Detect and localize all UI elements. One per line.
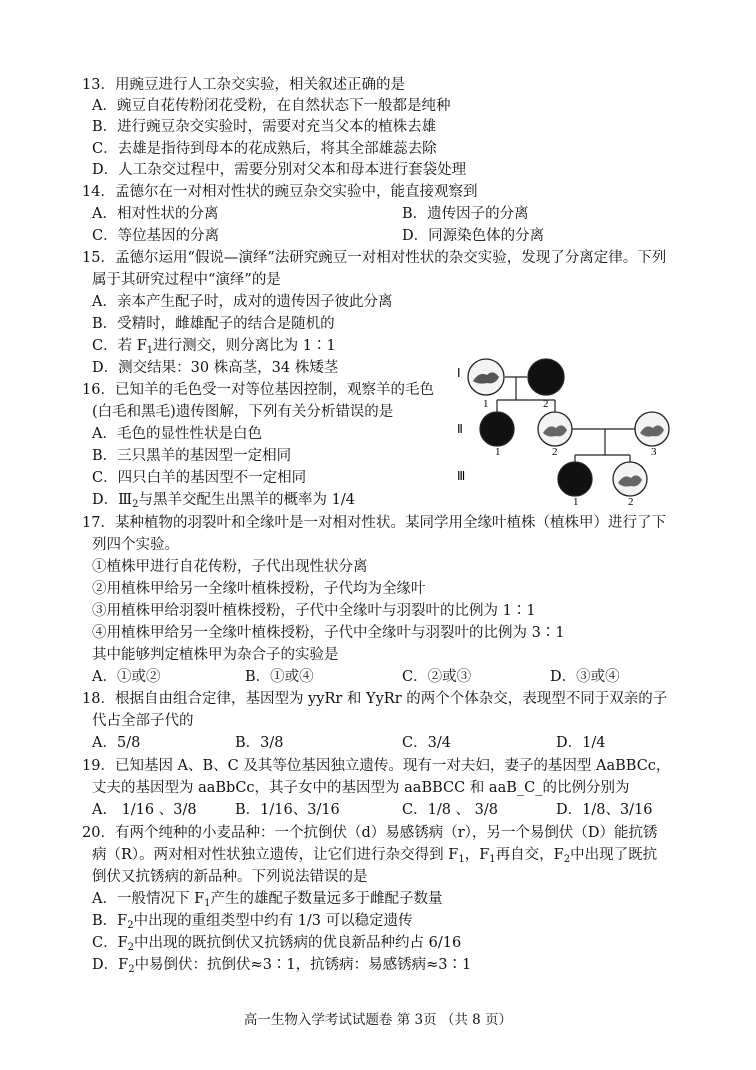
q19-stem-line1: 19．已知基因 A、B、C 及其等位基因独立遗传。现有一对夫妇，妻子的基因型 AaBBCc， — [82, 758, 671, 774]
q19-option-d: D．1/8、3/16 — [556, 802, 653, 818]
q13-option-d: D．人工杂交过程中，需要分别对父本和母本进行套袋处理 — [92, 162, 467, 178]
q17-option-d: D．③或④ — [550, 669, 620, 685]
q18-option-b: B．3/8 — [235, 735, 284, 751]
label-ii3: 3 — [651, 446, 657, 458]
label-ii1: 1 — [495, 446, 501, 458]
q16-stem-line2: (白毛和黑毛)遗传图解，下列有关分析错误的是 — [92, 404, 394, 420]
label-iii2: 2 — [628, 496, 634, 508]
label-iii1: 1 — [573, 496, 579, 508]
q15-stem-line2: 属于其研究过程中“演绎”的是 — [92, 272, 281, 288]
q13-option-a: A．豌豆自花传粉闭花受粉，在自然状态下一般都是纯种 — [92, 98, 451, 114]
label-ii2: 2 — [552, 446, 558, 458]
q14-option-b: B．遗传因子的分离 — [402, 206, 529, 222]
q20-option-b: B．$F_2$中出现的重组类型中约有 1/3 可以稳定遗传 — [92, 913, 413, 931]
q13-option-c: C．去雄是指待到母本的花成熟后，将其全部雄蕊去除 — [92, 141, 437, 157]
q14-option-c: C．等位基因的分离 — [92, 228, 220, 244]
sheep-iii1-black — [558, 462, 592, 496]
sheep-pedigree-figure — [455, 355, 705, 520]
q17-experiment-1: ①植株甲进行自花传粉，子代出现性状分离 — [92, 559, 368, 575]
q16-option-d: D．$Ⅲ_2$与黑羊交配生出黑羊的概率为 1/4 — [92, 492, 355, 510]
q15-option-c: C．若 $F_1$进行测交，则分离比为 1∶1 — [92, 338, 336, 356]
q17-ask: 其中能够判定植株甲为杂合子的实验是 — [92, 647, 339, 663]
q19-option-b: B．1/16、3/16 — [235, 802, 340, 818]
q17-option-b: B．①或④ — [245, 669, 314, 685]
q17-option-c: C．②或③ — [402, 669, 472, 685]
q18-option-c: C．3/4 — [402, 735, 451, 751]
q19-option-a: A. 1/16 、3/8 — [92, 802, 197, 818]
generation-label-ii: Ⅱ — [457, 422, 463, 436]
q17-experiment-3: ③用植株甲给羽裂叶植株授粉，子代中全缘叶与羽裂叶的比例为 1∶1 — [92, 603, 536, 619]
q18-stem-line2: 代占全部子代的 — [92, 713, 194, 729]
q20-option-c: C．$F_2$中出现的既抗倒伏又抗锈病的优良新品种约占 6/16 — [92, 935, 462, 953]
q15-option-a: A．亲本产生配子时，成对的遗传因子彼此分离 — [92, 294, 393, 310]
q13-stem: 13．用豌豆进行人工杂交实验，相关叙述正确的是 — [82, 77, 405, 93]
q17-experiment-2: ②用植株甲给另一全缘叶植株授粉，子代均为全缘叶 — [92, 581, 426, 597]
q18-option-d: D．1/4 — [556, 735, 606, 751]
label-i1: 1 — [483, 398, 489, 410]
q18-stem-line1: 18．根据自由组合定律，基因型为 yyRr 和 YyRr 的两个个体杂交，表现型不同于双亲的子 — [82, 691, 668, 707]
q15-option-d: D．测交结果：30 株高茎，34 株矮茎 — [92, 360, 339, 376]
q17-stem-line2: 列四个实验。 — [92, 537, 179, 553]
q17-option-a: A．①或② — [92, 669, 161, 685]
q15-stem-line1: 15．孟德尔运用“假说—演绎”法研究豌豆一对相对性状的杂交实验，发现了分离定律。下列 — [82, 250, 667, 266]
q16-option-b: B．三只黑羊的基因型一定相同 — [92, 448, 292, 464]
q20-option-a: A．一般情况下 $F_1$产生的雄配子数量远多于雌配子数量 — [92, 891, 443, 909]
q14-stem: 14．孟德尔在一对相对性状的豌豆杂交实验中，能直接观察到 — [82, 184, 478, 200]
q19-stem-line2: 丈夫的基因型为 aaBbCc，其子女中的基因型为 aaBBCC 和 aaB_C_的比例分别为 — [92, 780, 630, 796]
q14-option-d: D．同源染色体的分离 — [402, 228, 545, 244]
q13-option-b: B．进行豌豆杂交实验时，需要对充当父本的植株去雄 — [92, 119, 437, 135]
q19-option-c: C．1/8 、 3/8 — [402, 802, 498, 818]
q17-stem-line1: 17．某种植物的羽裂叶和全缘叶是一对相对性状。某同学用全缘叶植株（植株甲）进行了下 — [82, 515, 666, 531]
q20-stem-line2: 病（R）。两对相对性状独立遗传，让它们进行杂交得到 $F_1$，$F_1$再自交，$F_2$中出现了既抗 — [92, 847, 658, 865]
label-i2: 2 — [543, 398, 549, 410]
q14-option-a: A．相对性状的分离 — [92, 206, 219, 222]
q15-option-b: B．受精时，雌雄配子的结合是随机的 — [92, 316, 335, 332]
sheep-i2-black — [528, 359, 564, 395]
q20-option-d: D．$F_2$中易倒伏：抗倒伏≈3∶1，抗锈病：易感锈病≈3∶1 — [92, 957, 472, 975]
q18-option-a: A．5/8 — [92, 735, 141, 751]
generation-label-iii: Ⅲ — [457, 469, 466, 483]
q16-option-c: C．四只白羊的基因型不一定相同 — [92, 470, 307, 486]
q16-option-a: A．毛色的显性性状是白色 — [92, 426, 262, 442]
q20-stem-line3: 倒伏又抗锈病的新品种。下列说法错误的是 — [92, 869, 368, 885]
q16-stem-line1: 16．已知羊的毛色受一对等位基因控制，观察羊的毛色 — [82, 382, 434, 398]
sheep-ii1-black — [480, 412, 514, 446]
generation-label-i: Ⅰ — [457, 366, 461, 380]
q17-experiment-4: ④用植株甲给另一全缘叶植株授粉，子代中全缘叶与羽裂叶的比例为 3∶1 — [92, 625, 565, 641]
q20-stem-line1: 20．有两个纯种的小麦品种：一个抗倒伏（d）易感锈病（r），另一个易倒伏（D）能抗锈 — [82, 825, 658, 841]
page-footer: 高一生物入学考试试题卷 第 3页 （共 8 页） — [243, 1012, 513, 1028]
